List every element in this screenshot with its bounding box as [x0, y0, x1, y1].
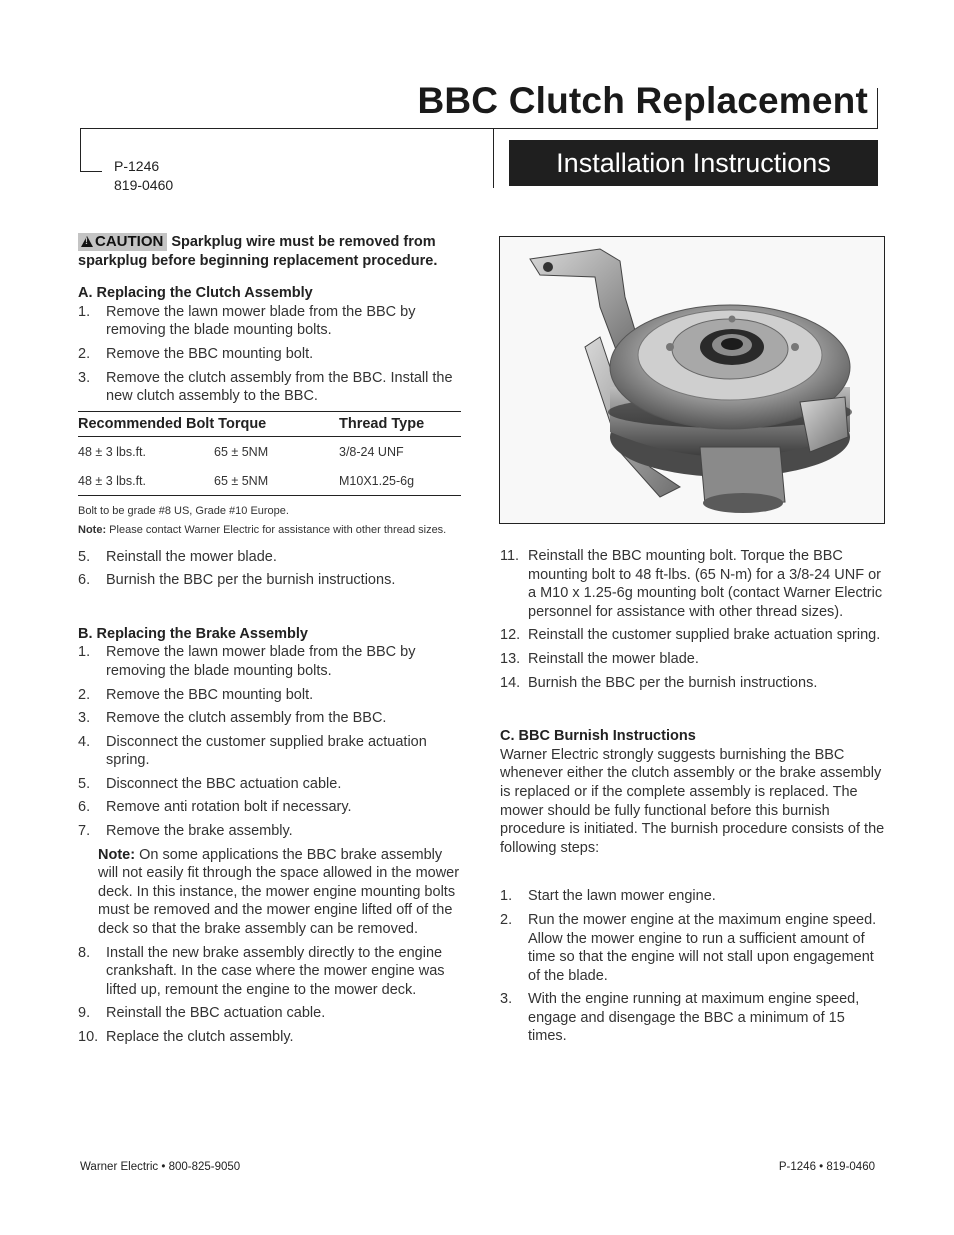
warning-icon — [81, 236, 93, 247]
list-item — [78, 571, 463, 590]
footer-doc-numbers: P-1246 • 819-0460 — [778, 1161, 875, 1173]
step-number: 1. — [78, 303, 91, 320]
step-number: 2. — [78, 345, 91, 362]
step-number: 14. — [500, 674, 521, 691]
bolt-grade-note: Bolt to be grade #8 US, Grade #10 Europe. — [78, 504, 289, 517]
step-text: Reinstall the mower blade. — [106, 548, 277, 565]
step-number: 5. — [78, 775, 91, 792]
right-column — [500, 547, 885, 1051]
step-number: 10. — [78, 1029, 99, 1045]
step-text: Remove the BBC mounting bolt. — [106, 345, 314, 362]
note-label: Note: — [98, 846, 136, 863]
doc-number: 819-0460 — [114, 177, 174, 193]
list-item — [78, 303, 463, 340]
step-text: Remove the clutch assembly from the BBC. — [106, 710, 387, 727]
table-cell: 48 ± 3 lbs.ft. — [78, 466, 214, 495]
caution-notice — [78, 233, 463, 270]
section-b-heading: B. Replacing the Brake Assembly — [78, 625, 308, 642]
section-b-steps-continued — [78, 944, 463, 1047]
step-text: Reinstall the BBC mounting bolt. Torque the BBC mounting bolt to 48 ft-lbs. (65 N-m) for a 3/8-24 UNF or a M10 x 1.25-6g mounting bolt (contact Warner Electric personnel for assistance with other thread sizes). — [528, 548, 883, 620]
step-text: Remove anti rotation bolt if necessary. — [106, 799, 352, 816]
section-a-steps-continued — [78, 548, 463, 590]
list-item — [78, 369, 463, 406]
list-item — [500, 911, 885, 985]
section-c-heading: C. BBC Burnish Instructions — [500, 728, 696, 745]
header-left-tick — [80, 171, 102, 172]
step-number: 13. — [500, 650, 521, 667]
step-number: 12. — [500, 627, 521, 644]
step-number: 4. — [78, 733, 91, 750]
step-text: Reinstall the customer supplied brake actuation spring. — [528, 627, 881, 644]
list-item — [500, 650, 885, 669]
list-item — [500, 547, 885, 621]
step-text: Reinstall the mower blade. — [528, 650, 699, 667]
list-item — [500, 674, 885, 693]
table-row — [78, 437, 461, 466]
table-cell: 3/8-24 UNF — [339, 445, 404, 460]
note-label: Note: — [78, 523, 107, 536]
table-header-row — [78, 411, 461, 437]
step-number: 2. — [78, 686, 91, 703]
step-number: 2. — [500, 911, 513, 928]
step-number: 6. — [78, 799, 91, 816]
step-number: 5. — [78, 548, 91, 565]
header-left-bracket — [80, 128, 81, 172]
thread-note — [78, 521, 463, 540]
left-column — [78, 233, 463, 1052]
step-number: 3. — [78, 710, 91, 727]
table-header: Thread Type — [339, 411, 461, 437]
document-numbers — [114, 157, 173, 195]
burnish-intro: Warner Electric strongly suggests burnishing the BBC whenever either the clutch assembly or the brake assembly is replaced or if the complete assembly is replaced. The mower should be fully functional before this burnish procedure is initiated. The burnish procedure consists of the following steps: — [500, 746, 885, 856]
step-text: Run the mower engine at the maximum engine speed. Allow the mower engine to run a sufficient amount of time so that the engine will not stall upon engagement of the blade. — [528, 911, 877, 984]
header-divider — [80, 128, 878, 129]
list-item — [78, 733, 463, 770]
step-number: 7. — [78, 823, 91, 840]
section-c-steps — [500, 887, 885, 1046]
list-item — [78, 686, 463, 705]
title-rule — [877, 88, 878, 128]
note-text: Please contact Warner Electric for assistance with other thread sizes. — [109, 523, 447, 536]
list-item — [78, 1004, 463, 1023]
caution-label: CAUTION — [95, 233, 164, 250]
step-text: Burnish the BBC per the burnish instructions. — [106, 572, 396, 589]
note-text: On some applications the BBC brake assembly will not easily fit through the space allowed in the mower deck. In this instance, the mower engine mounting bolts must be removed and the mower engine lifted off of the deck so that the brake assembly can be removed. — [98, 846, 460, 938]
header-center-divider — [493, 128, 494, 188]
table-cell: 65 ± 5NM — [214, 445, 269, 460]
step-number: 3. — [500, 991, 513, 1008]
section-a-heading: A. Replacing the Clutch Assembly — [78, 285, 313, 302]
step-number: 11. — [500, 548, 520, 564]
list-item — [500, 990, 885, 1046]
table-cell: 48 ± 3 lbs.ft. — [78, 445, 147, 460]
step-text: Remove the lawn mower blade from the BBC by removing the blade mounting bolts. — [106, 303, 416, 339]
step-text: Remove the BBC mounting bolt. — [106, 686, 314, 703]
section-a-steps — [78, 303, 463, 406]
step-text: Start the lawn mower engine. — [528, 888, 716, 905]
step-text: Reinstall the BBC actuation cable. — [106, 1005, 326, 1022]
footer-company: Warner Electric • 800-825-9050 — [80, 1161, 241, 1173]
list-item — [78, 548, 463, 567]
step-text: Disconnect the customer supplied brake actuation spring. — [106, 733, 427, 769]
step-text: Install the new brake assembly directly to the engine crankshaft. In the case where the mower engine was lifted up, remount the engine to the mower deck. — [106, 944, 445, 998]
part-number: P-1246 — [114, 158, 160, 174]
list-item — [78, 944, 463, 1000]
section-b-steps-right — [500, 547, 885, 692]
section-b-steps — [78, 643, 463, 840]
clutch-assembly-illustration — [500, 237, 884, 523]
list-item — [500, 887, 885, 906]
caution-text: Sparkplug wire must be removed from sparkplug before beginning replacement procedure. — [78, 234, 438, 269]
table-row — [78, 466, 461, 495]
step-text: Replace the clutch assembly. — [106, 1029, 294, 1045]
step-text: Remove the clutch assembly from the BBC. Install the new clutch assembly to the BBC. — [106, 369, 453, 405]
page-title: BBC Clutch Replacement — [417, 80, 868, 121]
step-number: 1. — [500, 888, 513, 905]
bbc-clutch-photo — [499, 236, 885, 524]
list-item — [500, 626, 885, 645]
table-cell: 65 ± 5NM — [214, 466, 339, 495]
list-item — [78, 1028, 463, 1047]
table-header: Recommended Bolt Torque — [78, 411, 339, 437]
step-number: 1. — [78, 644, 91, 661]
step-number: 9. — [78, 1005, 91, 1022]
list-item — [78, 643, 463, 680]
step-text: Remove the brake assembly. — [106, 823, 293, 840]
bolt-torque-table — [78, 411, 461, 496]
list-item — [78, 709, 463, 728]
step-number: 3. — [78, 369, 91, 386]
step-text: With the engine running at maximum engine speed, engage and disengage the BBC a minimum of 15 times. — [528, 991, 860, 1045]
step-text: Remove the lawn mower blade from the BBC by removing the blade mounting bolts. — [106, 644, 416, 679]
instructions-banner: Installation Instructions — [509, 140, 878, 186]
step-text: Disconnect the BBC actuation cable. — [106, 775, 342, 792]
caution-badge — [78, 233, 167, 251]
list-item — [78, 798, 463, 817]
list-item — [78, 345, 463, 364]
step-number: 8. — [78, 944, 91, 961]
step-text: Burnish the BBC per the burnish instructions. — [528, 674, 818, 691]
step-number: 6. — [78, 572, 91, 589]
brake-note — [78, 846, 463, 939]
table-cell: M10X1.25-6g — [339, 466, 461, 495]
list-item — [78, 775, 463, 794]
list-item — [78, 822, 463, 841]
